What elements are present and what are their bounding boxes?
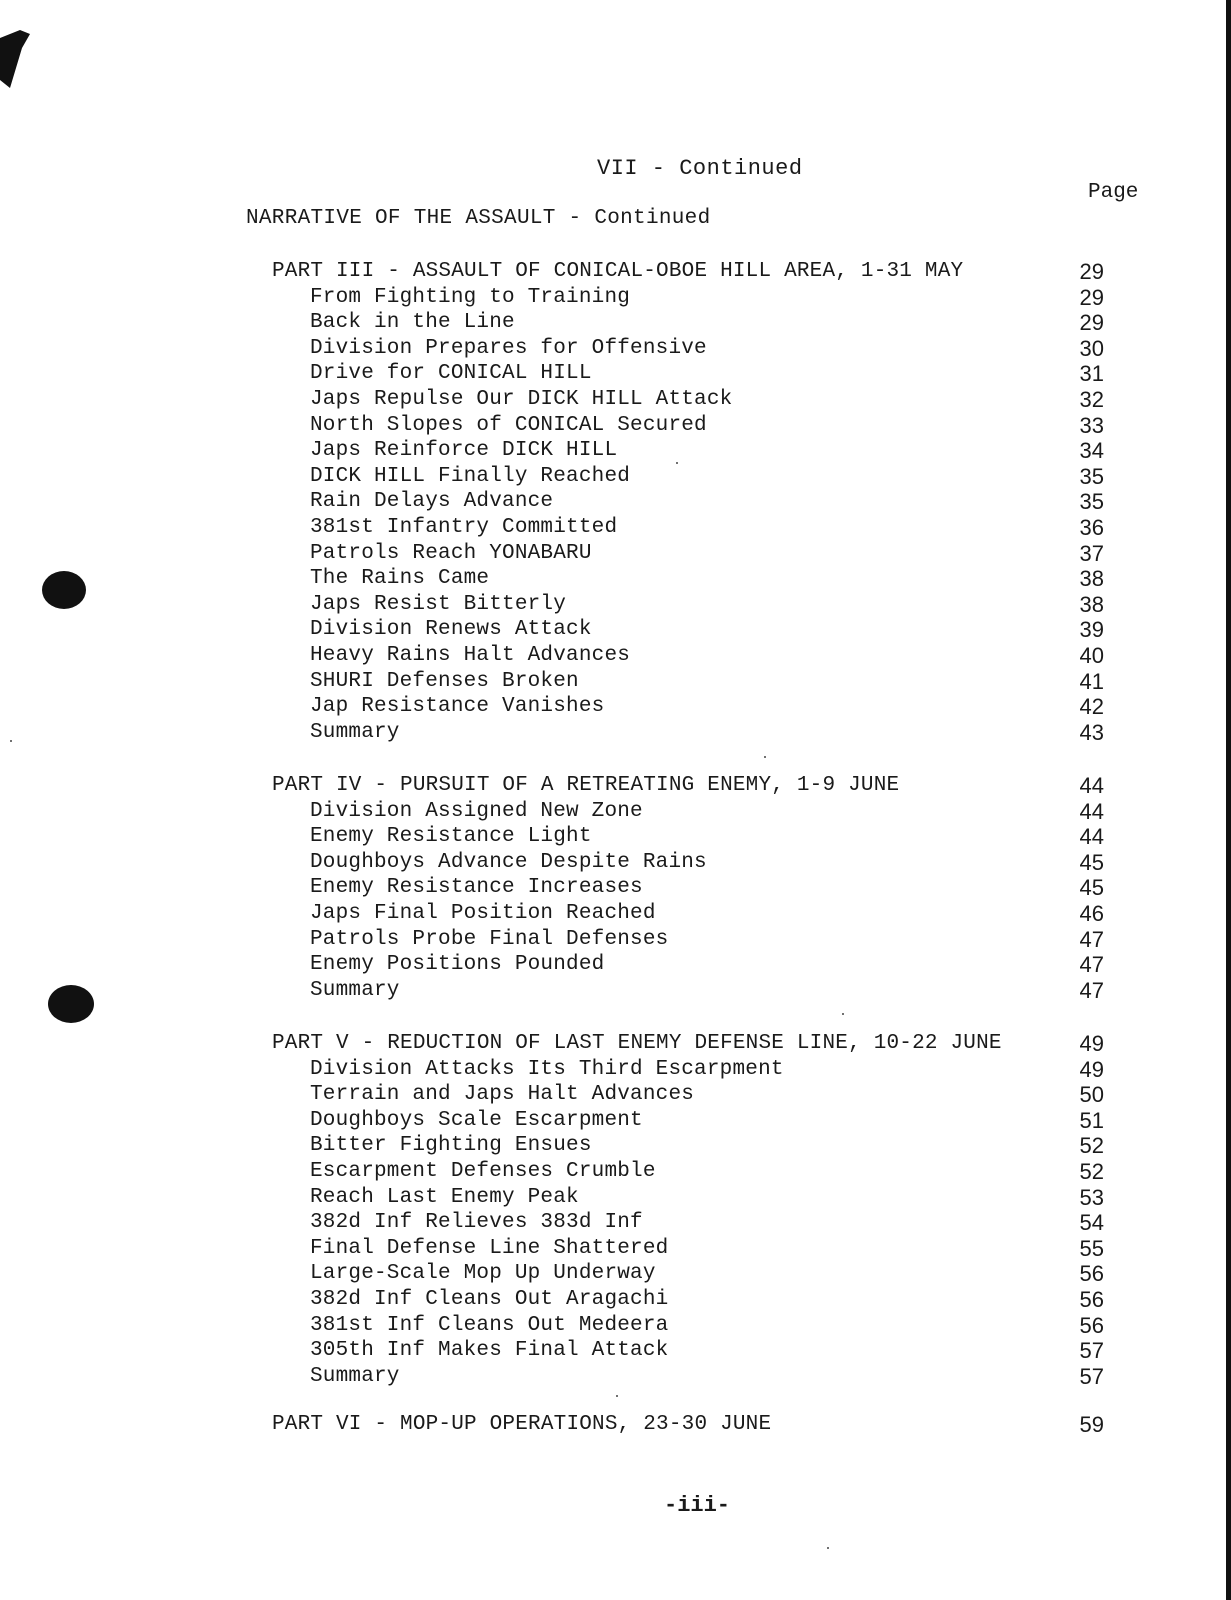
toc-entry-label: Doughboys Scale Escarpment xyxy=(310,1108,643,1132)
toc-entry-page: 54 xyxy=(1079,1210,1104,1236)
speck xyxy=(842,1013,844,1015)
page-heading: VII - Continued xyxy=(597,156,803,181)
toc-part-heading xyxy=(0,773,1231,799)
toc-entry-page: 32 xyxy=(1079,386,1104,412)
toc-entry-page: 39 xyxy=(1079,617,1104,643)
corner-mark xyxy=(0,30,34,90)
toc-entry-page: 31 xyxy=(1079,361,1104,387)
toc-entry-label: The Rains Came xyxy=(310,567,490,591)
toc-entry-page: 55 xyxy=(1079,1235,1104,1261)
toc-entry xyxy=(0,361,1231,387)
toc-entry-label: 305th Inf Makes Final Attack xyxy=(310,1339,669,1363)
toc-entry xyxy=(0,310,1231,336)
toc-entry-page: 43 xyxy=(1079,719,1104,745)
toc-entry xyxy=(0,694,1231,720)
toc-part-heading-label: PART IV - PURSUIT OF A RETREATING ENEMY, 1-9 JUNE xyxy=(272,774,900,797)
toc-part-heading-page: 49 xyxy=(1079,1031,1104,1056)
toc-entry-page: 29 xyxy=(1079,284,1104,310)
toc-entry xyxy=(0,1236,1231,1262)
section-title: NARRATIVE OF THE ASSAULT - Continued xyxy=(246,207,711,230)
toc-entry-page: 57 xyxy=(1079,1363,1104,1389)
toc-entry xyxy=(0,875,1231,901)
toc-entry xyxy=(0,901,1231,927)
toc-entry-label: Final Defense Line Shattered xyxy=(310,1236,669,1260)
toc-part-heading xyxy=(0,259,1231,285)
toc-entry-page: 50 xyxy=(1079,1082,1104,1108)
speck xyxy=(827,1547,829,1549)
toc-entry-label: Summary xyxy=(310,978,400,1002)
toc-entry-label: Division Prepares for Offensive xyxy=(310,336,707,360)
toc-entry-label: 381st Inf Cleans Out Medeera xyxy=(310,1313,669,1337)
speck xyxy=(764,756,766,758)
toc-entry xyxy=(0,1159,1231,1185)
toc-entry-label: Heavy Rains Halt Advances xyxy=(310,643,631,667)
toc-part-iii xyxy=(0,259,1231,745)
toc-entry-page: 47 xyxy=(1079,926,1104,952)
toc-entry xyxy=(0,799,1231,825)
toc-entry-label: 381st Infantry Committed xyxy=(310,515,618,539)
toc-entry-label: 382d Inf Relieves 383d Inf xyxy=(310,1211,643,1235)
toc-entry-page: 47 xyxy=(1079,977,1104,1003)
toc-entry-page: 41 xyxy=(1079,668,1104,694)
toc-entry xyxy=(0,1210,1231,1236)
toc-entry-label: Escarpment Defenses Crumble xyxy=(310,1159,656,1183)
toc-entry-label: SHURI Defenses Broken xyxy=(310,669,579,693)
toc-entry-page: 34 xyxy=(1079,438,1104,464)
toc-entry-label: Japs Repulse Our DICK HILL Attack xyxy=(310,387,733,411)
toc-entry xyxy=(0,1185,1231,1211)
toc-entry-label: Japs Final Position Reached xyxy=(310,901,656,925)
toc-part-heading xyxy=(0,1412,1231,1438)
toc-entry xyxy=(0,720,1231,746)
toc-entry xyxy=(0,336,1231,362)
toc-entry-page: 56 xyxy=(1079,1286,1104,1312)
toc-entry-page: 40 xyxy=(1079,642,1104,668)
toc-entry-page: 30 xyxy=(1079,335,1104,361)
toc-entry xyxy=(0,1133,1231,1159)
toc-entry xyxy=(0,1261,1231,1287)
toc-entry xyxy=(0,978,1231,1004)
toc-entry-page: 45 xyxy=(1079,849,1104,875)
toc-entry-page: 35 xyxy=(1079,463,1104,489)
toc-entry-label: Division Attacks Its Third Escarpment xyxy=(310,1057,784,1081)
toc-entry xyxy=(0,1313,1231,1339)
toc-part-heading-label: PART VI - MOP-UP OPERATIONS, 23-30 JUNE xyxy=(272,1413,772,1436)
toc-entry-label: Terrain and Japs Halt Advances xyxy=(310,1083,695,1107)
toc-entry xyxy=(0,952,1231,978)
toc-entry-label: Division Assigned New Zone xyxy=(310,799,643,823)
toc-entry xyxy=(0,489,1231,515)
toc-part-vi xyxy=(0,1412,1231,1438)
toc-part-heading-label: PART III - ASSAULT OF CONICAL-OBOE HILL AREA, 1-31 MAY xyxy=(272,260,964,283)
toc-entry-page: 53 xyxy=(1079,1184,1104,1210)
toc-entry xyxy=(0,1108,1231,1134)
toc-entry-label: Enemy Resistance Increases xyxy=(310,876,643,900)
toc-entry-label: Enemy Positions Pounded xyxy=(310,953,605,977)
toc-entry-label: Jap Resistance Vanishes xyxy=(310,695,605,719)
toc-entry-page: 47 xyxy=(1079,952,1104,978)
toc-entry-page: 49 xyxy=(1079,1056,1104,1082)
toc-entry-page: 46 xyxy=(1079,900,1104,926)
toc-entry-page: 44 xyxy=(1079,798,1104,824)
toc-entry xyxy=(0,643,1231,669)
toc-entry-page: 36 xyxy=(1079,514,1104,540)
toc-entry xyxy=(0,566,1231,592)
toc-entry-label: Japs Resist Bitterly xyxy=(310,592,567,616)
toc-entry xyxy=(0,285,1231,311)
toc-entry xyxy=(0,850,1231,876)
toc-entry-label: Rain Delays Advance xyxy=(310,490,554,514)
toc-entry-page: 45 xyxy=(1079,875,1104,901)
toc-entry xyxy=(0,1287,1231,1313)
toc-entry-label: Enemy Resistance Light xyxy=(310,825,592,849)
toc-part-heading xyxy=(0,1031,1231,1057)
toc-entry-label: Drive for CONICAL HILL xyxy=(310,362,592,386)
page-column-label: Page xyxy=(1088,181,1139,204)
toc-entry xyxy=(0,1338,1231,1364)
toc-entry-label: Summary xyxy=(310,1364,400,1388)
toc-entry-page: 57 xyxy=(1079,1338,1104,1364)
toc-part-heading-page: 59 xyxy=(1079,1412,1104,1437)
toc-entry xyxy=(0,541,1231,567)
page-number-footer: -iii- xyxy=(664,1493,731,1518)
toc-entry xyxy=(0,824,1231,850)
toc-entry xyxy=(0,387,1231,413)
toc-entry-label: DICK HILL Finally Reached xyxy=(310,464,631,488)
toc-entry-page: 33 xyxy=(1079,412,1104,438)
toc-entry-page: 38 xyxy=(1079,566,1104,592)
toc-entry xyxy=(0,927,1231,953)
toc-entry xyxy=(0,413,1231,439)
toc-entry xyxy=(0,669,1231,695)
toc-entry-label: Large-Scale Mop Up Underway xyxy=(310,1262,656,1286)
toc-entry-label: Patrols Probe Final Defenses xyxy=(310,927,669,951)
toc-entry-label: North Slopes of CONICAL Secured xyxy=(310,413,707,437)
toc-entry xyxy=(0,515,1231,541)
toc-part-heading-page: 29 xyxy=(1079,259,1104,284)
toc-entry-label: Patrols Reach YONABARU xyxy=(310,541,592,565)
toc-entry-page: 56 xyxy=(1079,1261,1104,1287)
toc-part-v xyxy=(0,1031,1231,1389)
toc-entry-label: Doughboys Advance Despite Rains xyxy=(310,850,707,874)
toc-entry xyxy=(0,617,1231,643)
toc-entry-page: 52 xyxy=(1079,1133,1104,1159)
toc-entry-page: 35 xyxy=(1079,489,1104,515)
toc-part-heading-page: 44 xyxy=(1079,773,1104,798)
toc-entry-page: 56 xyxy=(1079,1312,1104,1338)
toc-entry-label: Division Renews Attack xyxy=(310,618,592,642)
toc-part-heading-label: PART V - REDUCTION OF LAST ENEMY DEFENSE LINE, 10-22 JUNE xyxy=(272,1032,1002,1055)
toc-entry-page: 44 xyxy=(1079,824,1104,850)
toc-entry xyxy=(0,1057,1231,1083)
toc-part-iv xyxy=(0,773,1231,1003)
toc-entry xyxy=(0,592,1231,618)
speck xyxy=(616,1395,618,1397)
toc-entry-label: Summary xyxy=(310,720,400,744)
toc-entry xyxy=(0,1364,1231,1390)
toc-entry-label: Back in the Line xyxy=(310,311,515,335)
toc-entry xyxy=(0,1082,1231,1108)
toc-entry-label: From Fighting to Training xyxy=(310,285,631,309)
toc-entry-label: Japs Reinforce DICK HILL xyxy=(310,439,618,463)
toc-entry-page: 37 xyxy=(1079,540,1104,566)
toc-entry xyxy=(0,438,1231,464)
toc-entry-label: 382d Inf Cleans Out Aragachi xyxy=(310,1287,669,1311)
toc-entry-page: 38 xyxy=(1079,591,1104,617)
toc-entry-page: 51 xyxy=(1079,1107,1104,1133)
toc-entry-label: Bitter Fighting Ensues xyxy=(310,1134,592,1158)
toc-entry-page: 52 xyxy=(1079,1158,1104,1184)
toc-entry-page: 29 xyxy=(1079,310,1104,336)
toc-entry-label: Reach Last Enemy Peak xyxy=(310,1185,579,1209)
toc-entry-page: 42 xyxy=(1079,694,1104,720)
toc-entry xyxy=(0,464,1231,490)
